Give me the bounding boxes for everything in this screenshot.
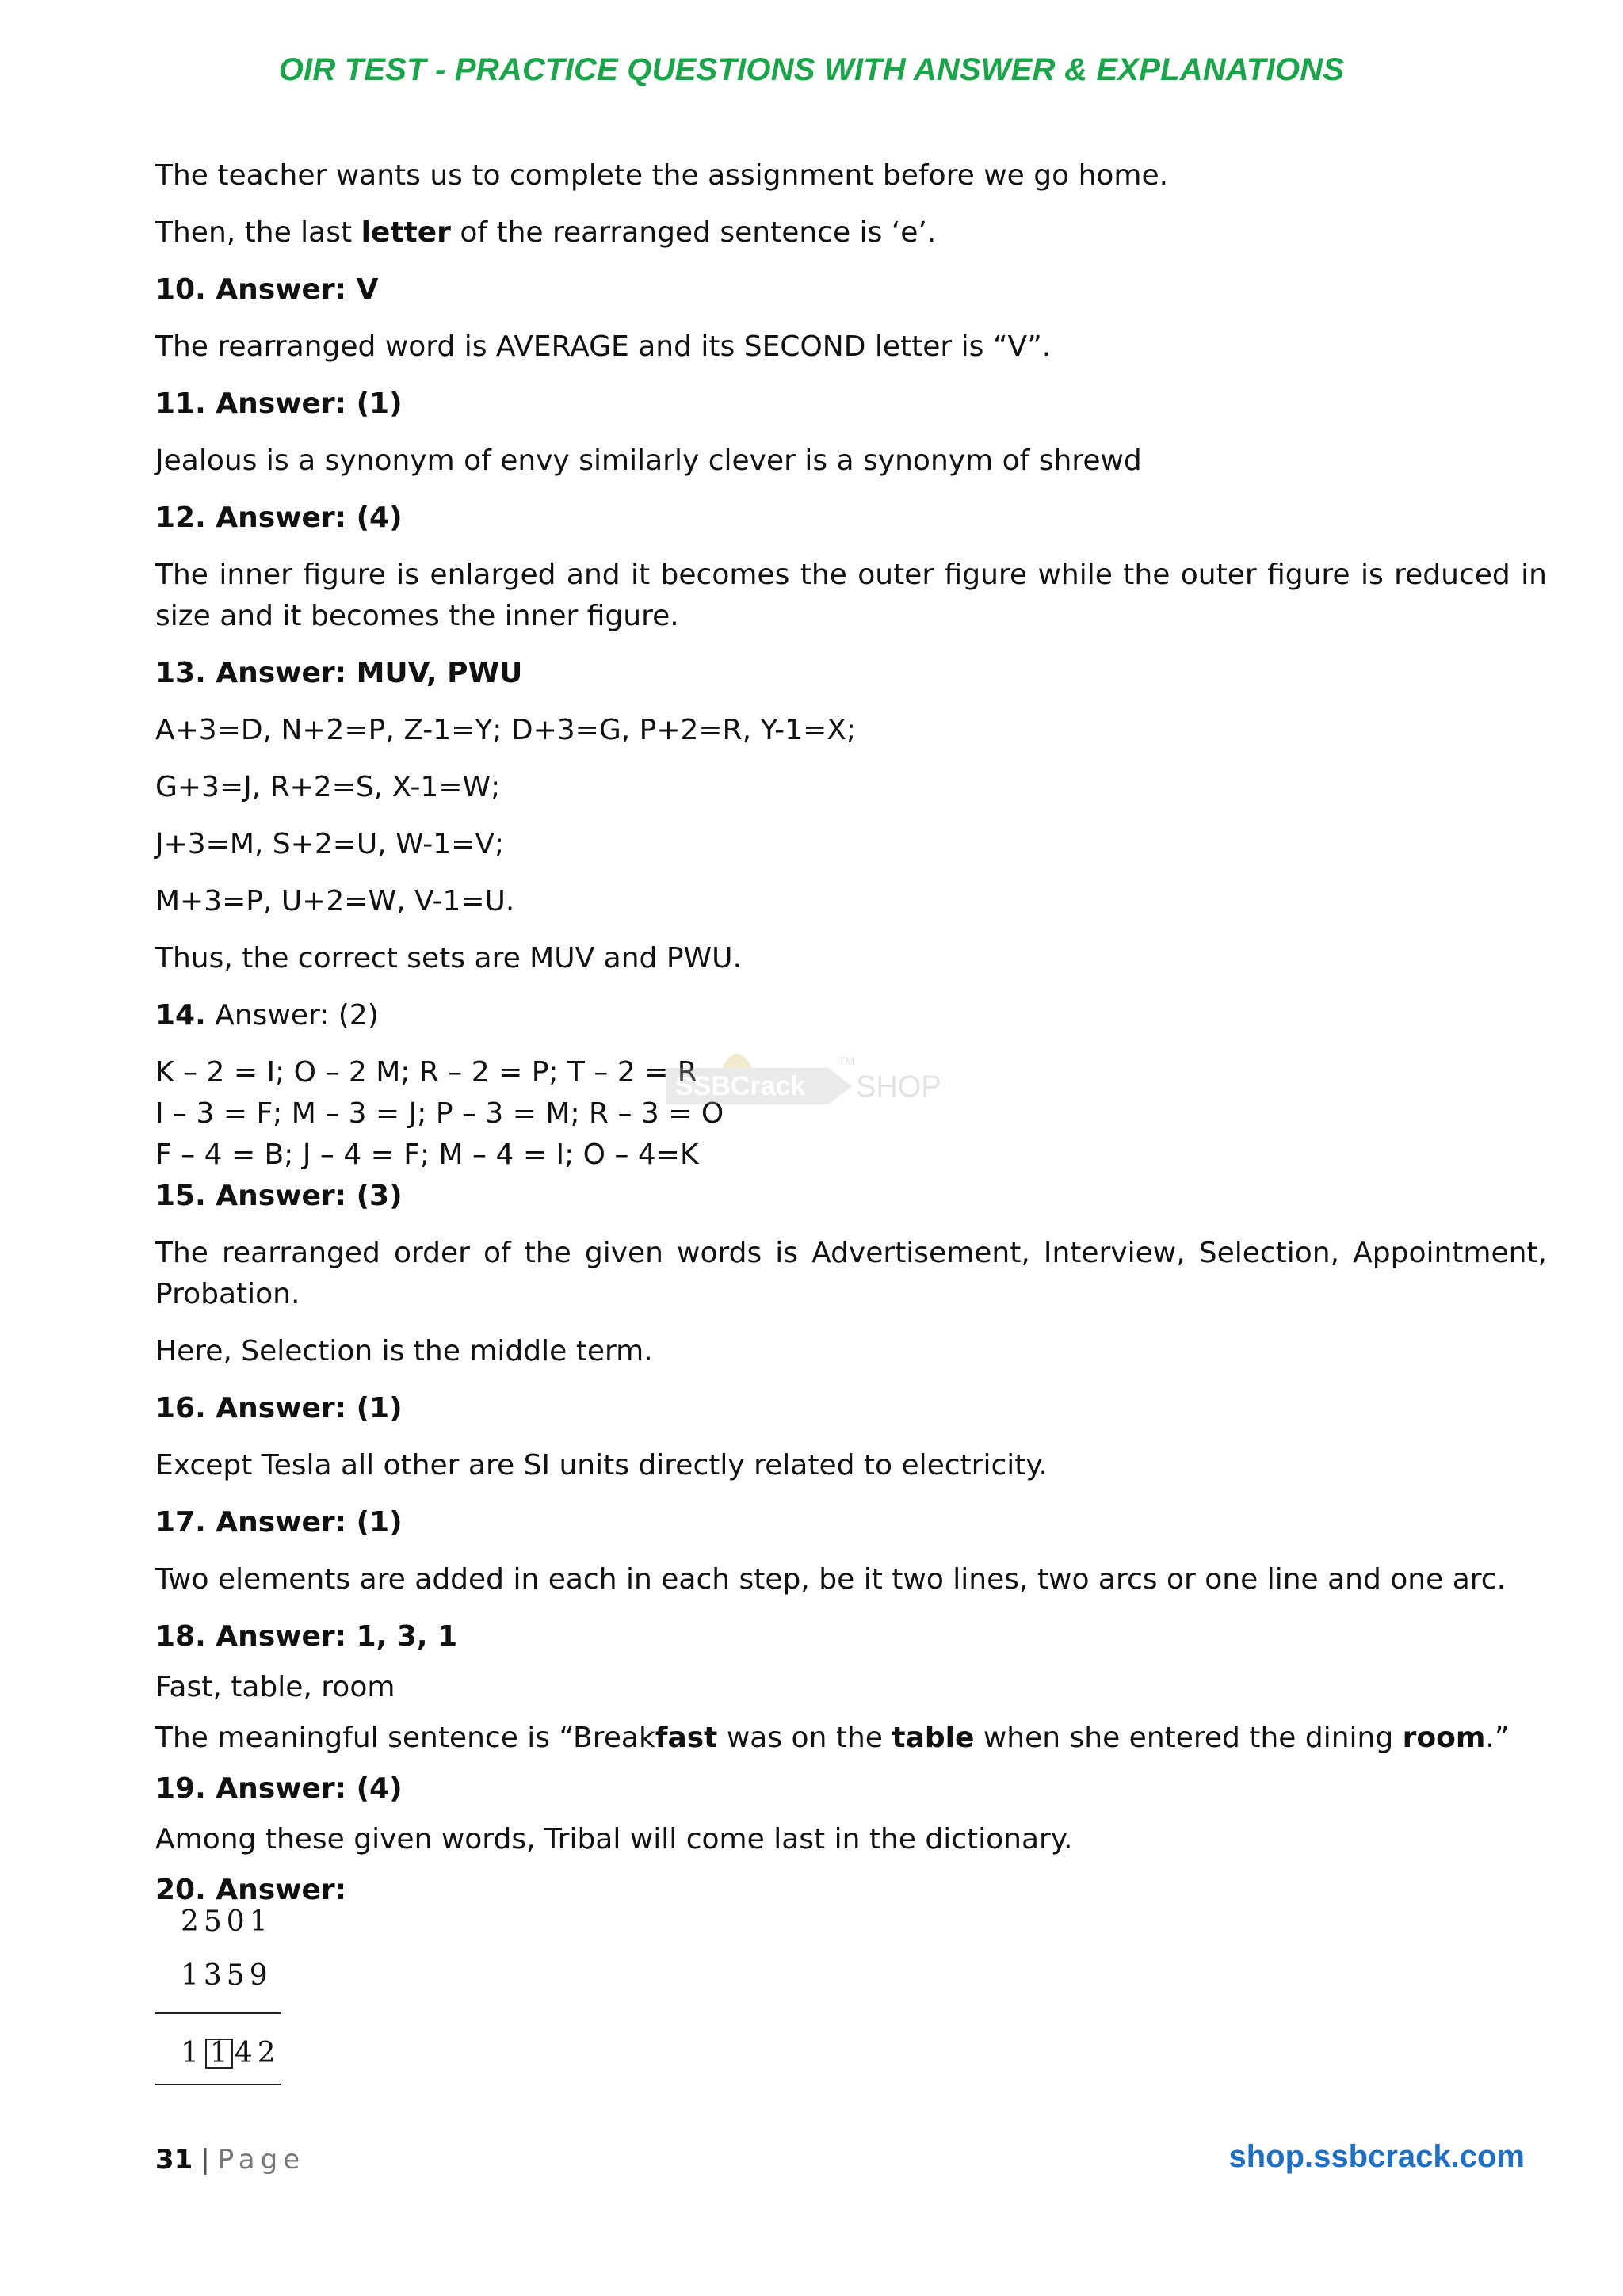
answer-17: 17. Answer: (1) xyxy=(155,1506,403,1539)
explanation-13-line-3: J+3=M, S+2=U, W-1=V; xyxy=(155,828,505,860)
explanation-13-line-2: G+3=J, R+2=S, X-1=W; xyxy=(155,771,501,803)
answer-20: 20. Answer: xyxy=(155,1874,347,1906)
explanation-12: The inner figure is enlarged and it becomes the outer figure while the outer figure is reduced in size and it becomes the inner figure. xyxy=(155,559,1547,632)
explanation-14-line-3: F – 4 = B; J – 4 = F; M – 4 = I; O – 4=K xyxy=(155,1138,699,1171)
answer-11: 11. Answer: (1) xyxy=(155,387,403,420)
answer-15: 15. Answer: (3) xyxy=(155,1180,403,1212)
answer-14: 14. Answer: (2) xyxy=(155,999,379,1032)
explanation-13-line-4: M+3=P, U+2=W, V-1=U. xyxy=(155,885,515,917)
explanation-15-line-1: The rearranged order of the given words is Advertisement, Interview, Selection, Appointment, Probation. xyxy=(155,1237,1547,1310)
ssbcrack-shop-watermark xyxy=(666,1022,951,1109)
answer-18: 18. Answer: 1, 3, 1 xyxy=(155,1620,458,1653)
explanation-10: The rearranged word is AVERAGE and its SECOND letter is “V”. xyxy=(155,330,1052,363)
watermark-text-shop: SHOP xyxy=(856,1070,941,1104)
answer-13: 13. Answer: MUV, PWU xyxy=(155,657,523,689)
footer-site-link[interactable]: shop.ssbcrack.com xyxy=(1228,2139,1525,2174)
watermark-dome-icon xyxy=(721,1054,753,1070)
watermark-tm: TM xyxy=(838,1055,855,1067)
explanation-18-words: Fast, table, room xyxy=(155,1671,395,1703)
answer-16: 16. Answer: (1) xyxy=(155,1392,403,1425)
boxed-digit: 1 xyxy=(205,2039,233,2069)
answer-19: 19. Answer: (4) xyxy=(155,1772,403,1805)
math-rule-top xyxy=(155,2012,281,2014)
page-number-footer xyxy=(155,2144,305,2176)
answer-10: 10. Answer: V xyxy=(155,273,379,306)
q9-last-letter: Then, the last letter of the rearranged sentence is ‘e’. xyxy=(155,216,937,249)
explanation-11: Jealous is a synonym of envy similarly clever is a synonym of shrewd xyxy=(155,444,1142,477)
math-row-1: 2501 xyxy=(181,1905,273,1938)
explanation-13-line-1: A+3=D, N+2=P, Z-1=Y; D+3=G, P+2=R, Y-1=X; xyxy=(155,714,857,746)
explanation-14-line-1: K – 2 = I; O – 2 M; R – 2 = P; T – 2 = R xyxy=(155,1056,697,1089)
math-row-2: 1359 xyxy=(181,1959,273,1992)
page-label: Page xyxy=(217,2144,306,2176)
explanation-18-sentence: The meaningful sentence is “Breakfast was on the table when she entered the dining room.” xyxy=(155,1722,1510,1754)
page-header-title: OIR TEST - PRACTICE QUESTIONS WITH ANSWER & EXPLANATIONS xyxy=(278,52,1345,87)
watermark-text-ssbcrack: SSBCrack xyxy=(675,1071,806,1101)
explanation-15-line-2: Here, Selection is the middle term. xyxy=(155,1335,653,1367)
explanation-19: Among these given words, Tribal will come last in the dictionary. xyxy=(155,1823,1073,1855)
math-rule-bottom xyxy=(155,2084,281,2085)
q9-sentence: The teacher wants us to complete the assignment before we go home. xyxy=(155,159,1169,192)
explanation-17: Two elements are added in each in each step, be it two lines, two arcs or one line and one arc. xyxy=(155,1563,1507,1596)
explanation-16: Except Tesla all other are SI units directly related to electricity. xyxy=(155,1449,1048,1482)
footer-separator: | xyxy=(200,2144,210,2176)
math-row-3: 1 1 42 xyxy=(181,2037,281,2069)
answer-12: 12. Answer: (4) xyxy=(155,502,403,534)
explanation-14-line-2: I – 3 = F; M – 3 = J; P – 3 = M; R – 3 = O xyxy=(155,1097,724,1130)
explanation-13-conclusion: Thus, the correct sets are MUV and PWU. xyxy=(155,942,742,974)
page-number: 31 xyxy=(155,2144,193,2176)
